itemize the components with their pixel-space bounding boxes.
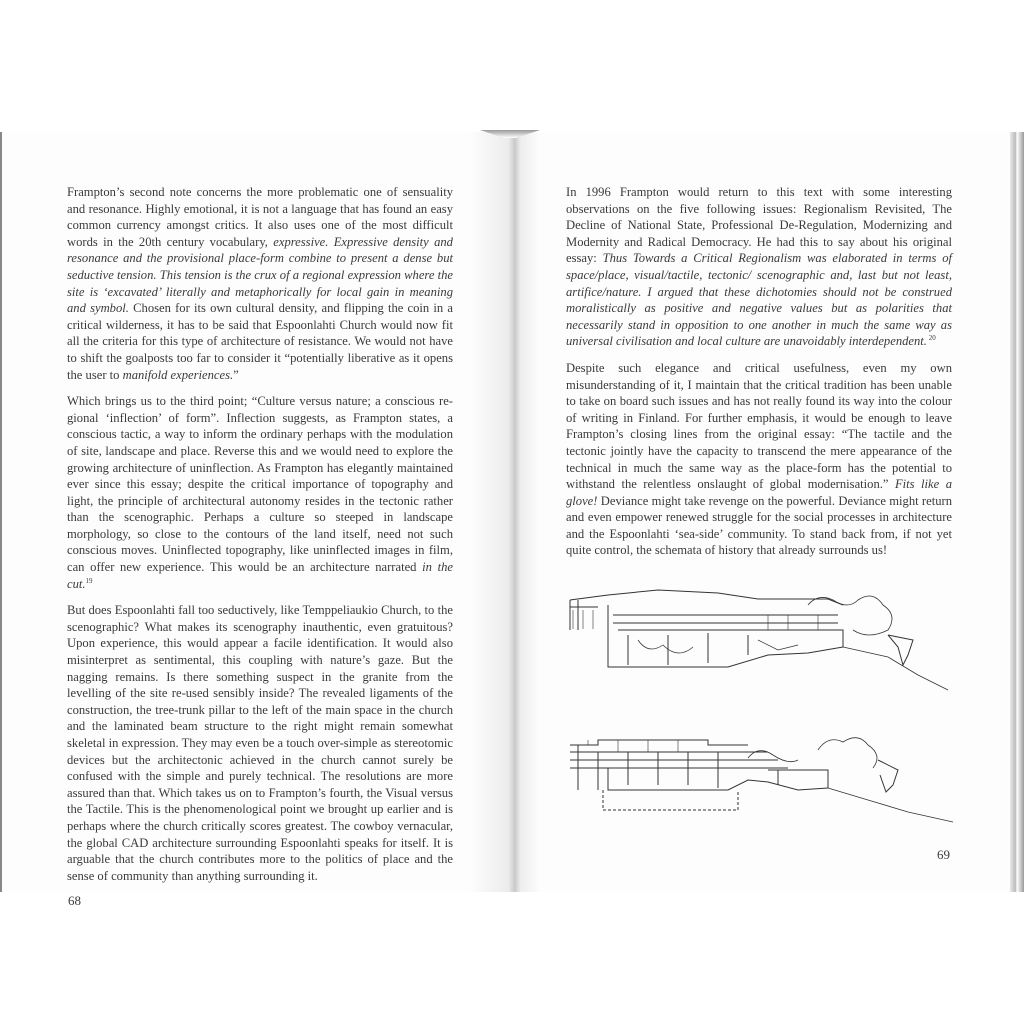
text-run: Despite such elegance and critical usefulness, even my own misunderstanding of it, I maintain that the critical tradition has been unable to take on board such issues and has not really found its way into the colour of writing in Finland. For further emphasis, it would be enough to leave Frampton’s closing lines from the original essay: “The tactile and the tectonic jointly have the capacity to transcend the mere appearance of the technical in much the same way as the place-form has the potential to withstand the relentless onslaught of global modernisation.” bbox=[566, 360, 952, 492]
text-run: Frampton’s second note concerns the more problematic one of sensuality and resonance. Highly emotional, it is not a language that has found an easy common currency amongst critics. It also uses one of the most difficult words in the 20th century vocabulary, bbox=[67, 185, 453, 249]
architectural-section-drawing-2 bbox=[568, 730, 958, 825]
italic-text: Fits like a glove! bbox=[566, 477, 952, 508]
italic-text: expressive. Expressive density and resonance and the provisional place-form combine to present a dense but seductive tension. This tension is the crux of a regional expression where the site is ‘excavated’ literally and metaphorically for local gain in meaning and symbol. bbox=[67, 234, 453, 316]
right-page-text bbox=[566, 184, 952, 559]
text-run: ” bbox=[233, 367, 239, 382]
page-edge-left bbox=[0, 132, 2, 892]
page-edge-right bbox=[1010, 132, 1024, 892]
italic-text: in the cut. bbox=[67, 560, 453, 591]
text-run: Which brings us to the third point; “Culture versus nature; a conscious regional ‘inflection’ of form”. Inflection suggests, as Frampton states, a conscious tactic, a way to inform the ordinary perhaps with the modulation of site, landscape and place. Reverse this and we would need to explore the growing architecture of uninflection. As Frampton has elegantly maintained ever since this essay; despite the critical importance of topography and light, the principle of architectural autonomy resides in the tectonic rather than the scenographic. Perhaps a culture so steeped in landscape morphology, so close to the contours of the land itself, need not such conscious moves. Uninflected topography, like uninflected images in film, can offer new experience. This would be an architecture narrated bbox=[67, 394, 453, 575]
paragraph bbox=[566, 360, 952, 559]
paragraph bbox=[67, 184, 453, 383]
italic-text: Thus Towards a Critical Regionalism was elaborated in terms of space/place, visual/tactile, tectonic/ scenographic and, last but not least, artifice/nature. I argued that these dichotomies should not be construed moralistically as positive and negative values but as polarities that necessarily stand in opposition to one another in much the same way as universal civilisation and local culture are unavoidably interdependent. bbox=[566, 251, 952, 349]
page-number-left: 68 bbox=[68, 893, 81, 908]
text-run: Deviance might take revenge on the powerful. Deviance might return and even empower renewed struggle for the social processes in architecture and the Espoonlahti ‘sea-side’ community. To stand back from, if not yet quite control, the schemata of history that already surrounds us! bbox=[566, 493, 952, 558]
footnote-ref: 19 bbox=[85, 576, 93, 585]
left-page-text bbox=[67, 184, 453, 884]
footnote-ref: 20 bbox=[926, 334, 936, 343]
text-run: Chosen for its own cultural density, and flipping the coin in a critical wilderness, it has to be said that Espoonlahti Church would now fit all the criteria for this type of architecture of resistance. We would not have to shift the goalposts too far to consider it “potentially liberative as it opens the user to bbox=[67, 301, 453, 382]
architectural-section-drawing-1 bbox=[568, 585, 958, 695]
italic-text: manifold experiences. bbox=[122, 367, 234, 382]
paragraph bbox=[67, 393, 453, 592]
text-run: But does Espoonlahti fall too seductively, like Temppeliaukio Church, to the scenographic? What makes its scenography inauthentic, even gratuitous? Upon experience, this would appear a facile identification. It would also misinterpret as sentimental, this coupling with nature’s gaze. But the nagging remains. Is there something suspect in the granite from the levelling of the site re-used sensibly inside? The revealed ligaments of the construction, the tree-trunk pillar to the left of the main space in the church and the laminated beam structure to the right might remain somewhat skeletal in expression. They may even be a touch over-simple as stereotomic devices but the architectonic achieved in the church cannot surely be confused with the simple and purely technical. The resolutions are more assured than that. Which takes us on to Frampton’s fourth, the Visual versus the Tactile. This is the phenomenological point we brought up earlier and is perhaps where the church critically scores greatest. The cowboy vernacular, the global CAD architecture surrounding Espoonlahti speaks for itself. It is arguable that the church contributes more to the politics of place and the sense of community than anything surrounding it. bbox=[67, 603, 453, 883]
paragraph bbox=[566, 184, 952, 350]
paragraph bbox=[67, 602, 453, 884]
text-run: In 1996 Frampton would return to this text with some interesting observations on the five following issues: Regionalism Revisited, The Decline of National State, Professional De-Regulation, Modernizing and Modernity and Radical Democracy. He had this to say about his original essay: bbox=[566, 185, 952, 266]
book-gutter bbox=[470, 132, 540, 892]
page-number-right: 69 bbox=[937, 847, 950, 862]
